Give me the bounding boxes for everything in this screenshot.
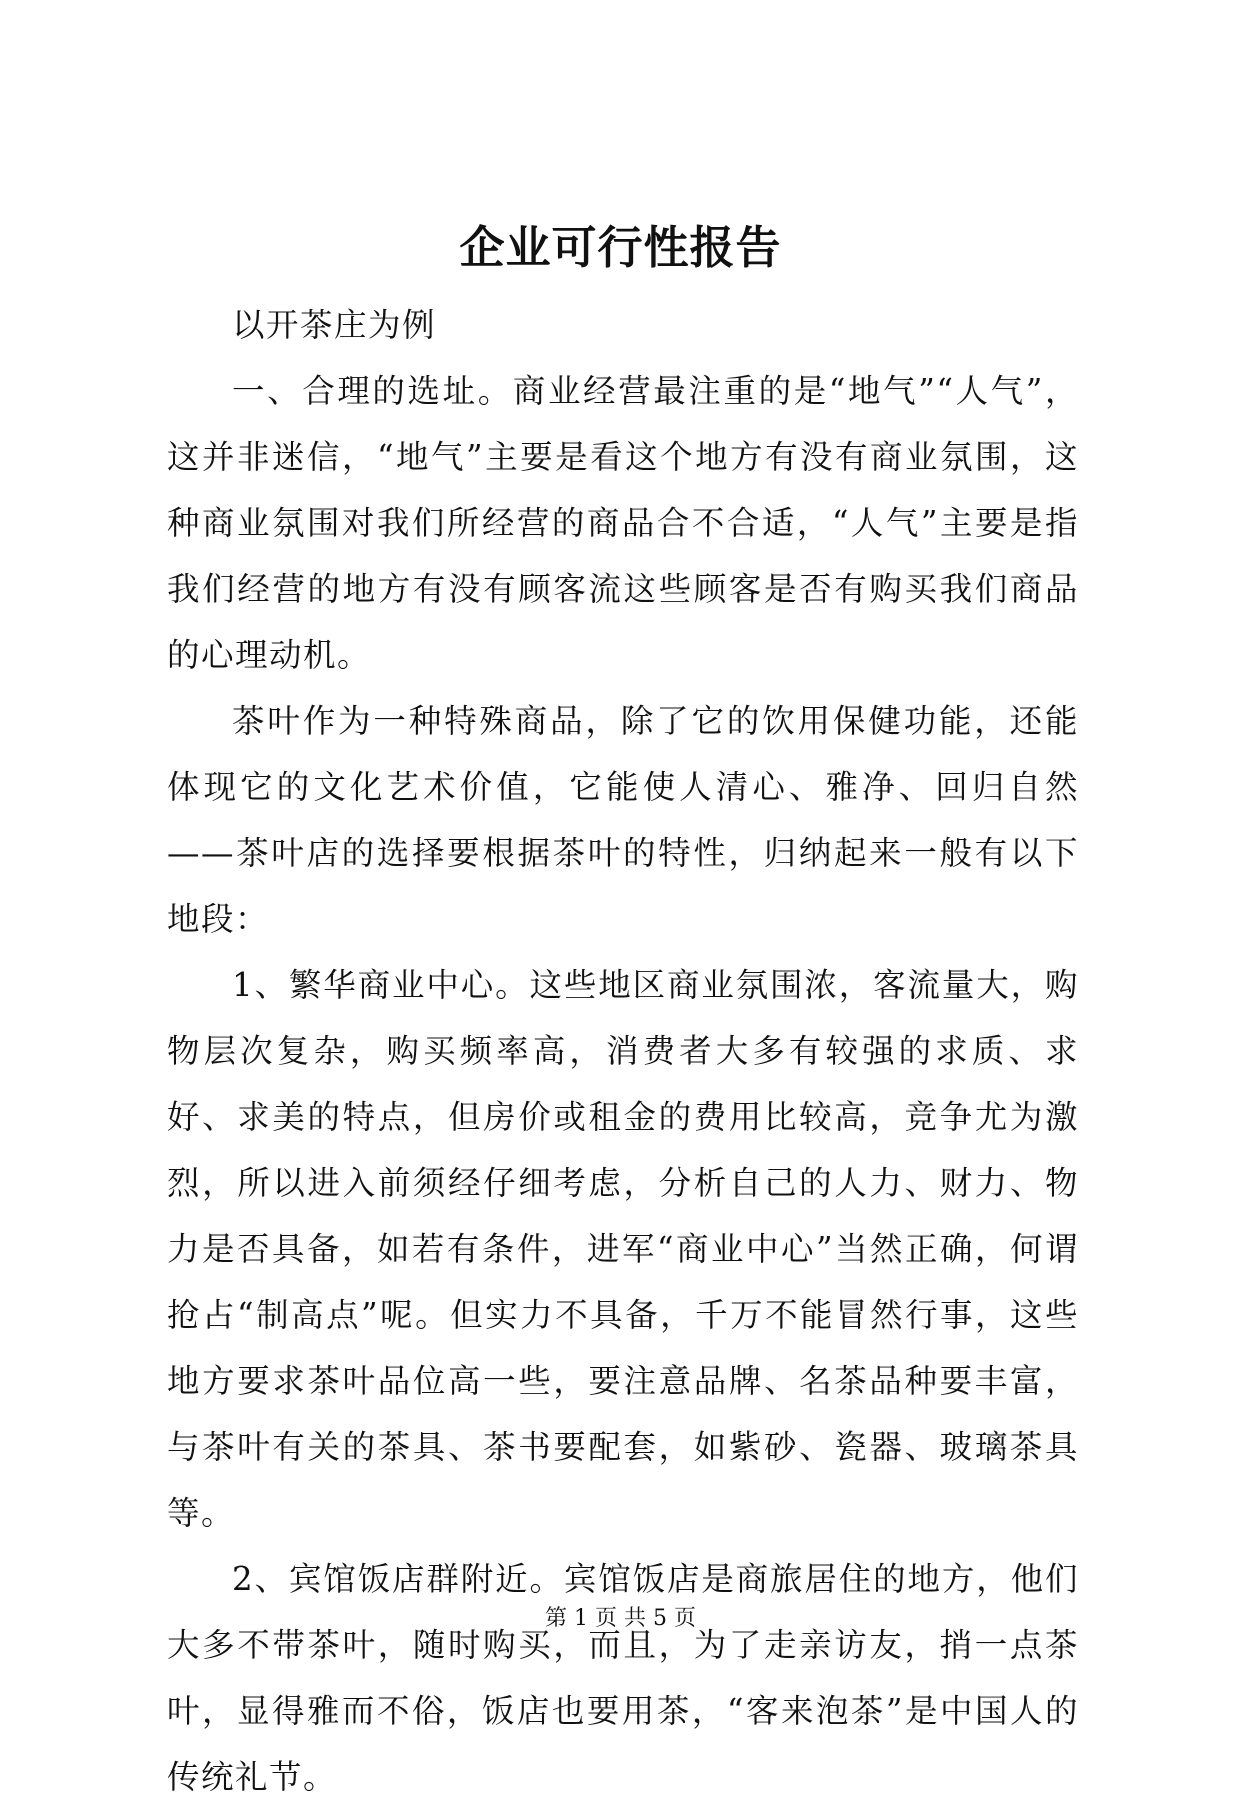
paragraph-commercial-center: 1、繁华商业中心。这些地区商业氛围浓，客流量大，购物层次复杂，购买频率高，消费者大多有较强的求质、求好、求美的特点，但房价或租金的费用比较高，竞争尤为激烈，所以进入前须经仔细考虑，分析自己的人力、财力、物力是否具备，如若有条件，进军“商业中心”当然正确，何谓抢占“制高点”呢。但实力不具备，千万不能冒然行事，这些地方要求茶叶品位高一些，要注意品牌、名茶品种要丰富，与茶叶有关的茶具、茶书要配套，如紫砂、瓷器、玻璃茶具等。 — [167, 966, 1079, 1532]
paragraph-site-selection: 一、合理的选址。商业经营最注重的是“地气”“人气”，这并非迷信，“地气”主要是看这个地方有没有商业氛围，这种商业氛围对我们所经营的商品合不合适，“人气”主要是指我们经营的地方有没有顾客流这些顾客是否有购买我们商品的心理动机。 — [167, 372, 1079, 674]
page-number-footer: 第 1 页 共 5 页 — [545, 1606, 696, 1631]
document-body — [167, 292, 1079, 1810]
paragraph-intro: 以开茶庄为例 — [232, 306, 437, 344]
document-title: 企业可行性报告 — [459, 221, 782, 274]
paragraph-tea-characteristics: 茶叶作为一种特殊商品，除了它的饮用保健功能，还能体现它的文化艺术价值，它能使人清心、雅净、回归自然——茶叶店的选择要根据茶叶的特性，归纳起来一般有以下地段： — [167, 702, 1079, 938]
paragraph-hotel-area: 2、宾馆饭店群附近。宾馆饭店是商旅居住的地方，他们大多不带茶叶，随时购买，而且，为了走亲访友，捎一点茶叶，显得雅而不俗，饭店也要用茶，“客来泡茶”是中国人的传统礼节。 — [167, 1560, 1079, 1796]
